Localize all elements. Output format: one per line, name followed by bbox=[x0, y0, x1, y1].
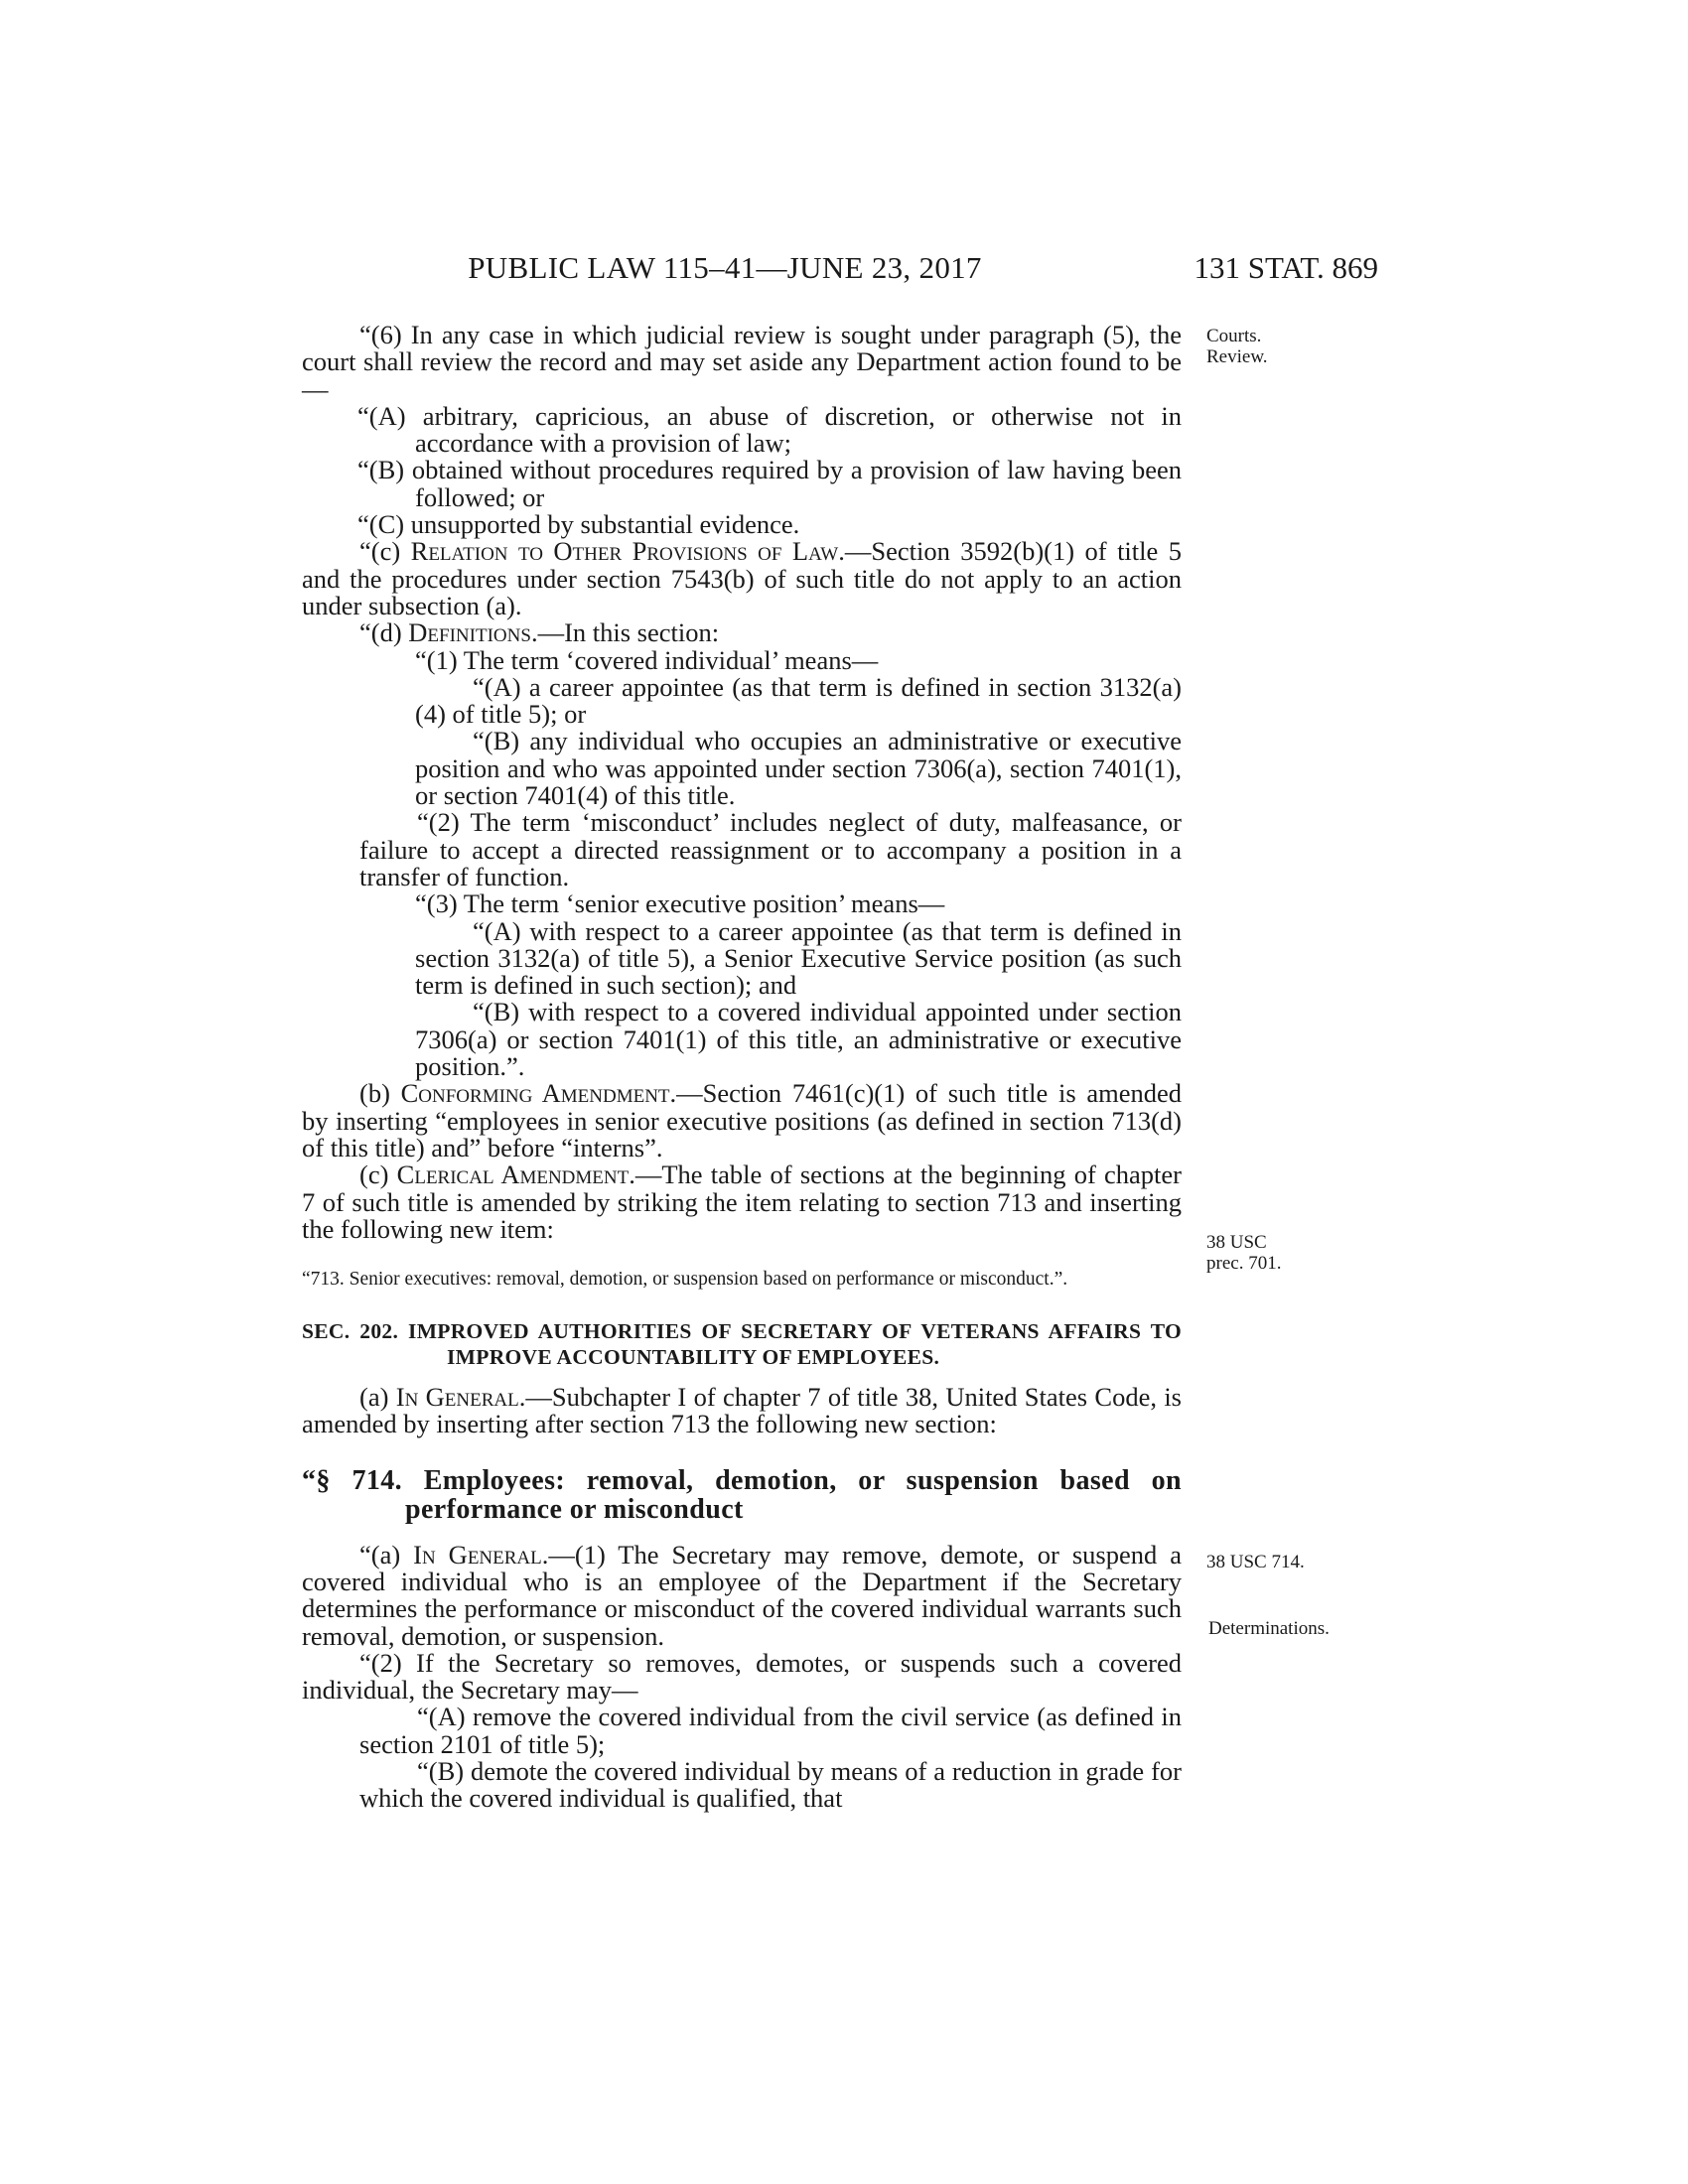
section-714-a-2-B: “(B) demote the covered individual by means of a reduction in grade for which the covered individual is qualified, that bbox=[359, 1756, 1182, 1814]
definition-1: “(1) The term ‘covered individual’ means— bbox=[415, 644, 879, 675]
subsection-c-heading: Relation to Other Provisions of Law bbox=[410, 536, 839, 567]
subsection-a-body: .—Subchapter I of chapter 7 of title 38, United States Code, is amended by inserting after section 713 the following new section: bbox=[302, 1382, 1182, 1439]
subsection-a-in-general bbox=[302, 1384, 1182, 1438]
subsection-c-body: .—Section 3592(b)(1) of title 5 and the procedures under section 7543(b) of such title do not apply to an action under subsection (a). bbox=[302, 536, 1182, 620]
subsection-b-conforming bbox=[302, 1080, 1182, 1161]
margin-note-usc: 38 USC bbox=[1206, 1232, 1267, 1253]
subsection-b-lead: (b) bbox=[359, 1078, 401, 1109]
subsection-c-lead: “(c) bbox=[359, 536, 411, 567]
section-202-heading bbox=[302, 1318, 1182, 1370]
margin-note-usc-prec bbox=[1206, 1232, 1281, 1274]
subsection-b-heading: Conforming Amendment bbox=[400, 1078, 670, 1109]
paragraph-6b: “(B) obtained without procedures required by a provision of law having been followed; or bbox=[357, 455, 1182, 512]
subsection-a-lead: (a) bbox=[359, 1382, 396, 1413]
definition-3a: “(A) with respect to a career appointee (as that term is defined in section 3132(a) of title 5), a Senior Executive Service position (as such term is defined in such section); and bbox=[415, 915, 1182, 1001]
table-of-sections-item: “713. Senior executives: removal, demotion, or suspension based on performance or misconduct.”. bbox=[302, 1269, 1068, 1291]
subsection-cc-body: .—The table of sections at the beginning of chapter 7 of such title is amended by striking the item relating to section 713 and inserting the following new item: bbox=[302, 1160, 1182, 1244]
section-714-a-body: .—(1) The Secretary may remove, demote, or suspend a covered individual who is an employee of the Department if the Secretary determines the performance or misconduct of the covered individual warrants such removal, demotion, or suspension. bbox=[302, 1539, 1182, 1651]
subsection-c-clerical bbox=[302, 1161, 1182, 1243]
definition-1a: “(A) a career appointee (as that term is defined in section 3132(a)(4) of title 5); or bbox=[415, 671, 1182, 730]
section-714-a-lead: “(a) bbox=[359, 1539, 414, 1570]
statute-page-reference: 131 STAT. 869 bbox=[1194, 250, 1378, 285]
paragraph-6c: “(C) unsupported by substantial evidence. bbox=[357, 509, 800, 540]
subsection-a-heading: In General bbox=[395, 1382, 519, 1413]
section-714-a-heading: In General bbox=[413, 1539, 542, 1570]
paragraph-6: “(6) In any case in which judicial review is sought under paragraph (5), the court shall review the record and may set aside any Department action found to be— bbox=[302, 320, 1182, 404]
section-202-number: SEC. 202. bbox=[302, 1319, 409, 1344]
definition-3b: “(B) with respect to a covered individual appointed under section 7306(a) or section 7401(1) of this title, an administrative or executive position.”. bbox=[415, 997, 1182, 1082]
subsection-b-body: .—Section 7461(c)(1) of such title is amended by inserting “employees in senior executive positions (as defined in section 713(d) of this title) and” before “interns”. bbox=[302, 1078, 1183, 1162]
subsection-d-body: .—In this section: bbox=[530, 617, 720, 648]
section-714-subsection-a bbox=[302, 1539, 1182, 1651]
margin-note-review: Review. bbox=[1206, 346, 1268, 367]
section-202-title: IMPROVED AUTHORITIES OF SECRETARY OF VETERANS AFFAIRS TO IMPROVE ACCOUNTABILITY OF EMPLOYEES. bbox=[408, 1319, 1182, 1370]
section-714-a-2: “(2) If the Secretary so removes, demotes, or suspends such a covered individual, the Secretary may— bbox=[302, 1647, 1182, 1706]
section-714-a-2-A: “(A) remove the covered individual from the civil service (as defined in section 2101 of title 5); bbox=[359, 1702, 1182, 1759]
document-body bbox=[302, 322, 1182, 1813]
definition-3: “(3) The term ‘senior executive position’ means— bbox=[415, 888, 945, 919]
margin-note-courts: Courts. bbox=[1206, 326, 1262, 346]
subsection-cc-heading: Clerical Amendment bbox=[396, 1160, 630, 1190]
section-714-heading: “§ 714. Employees: removal, demotion, or suspension based on performance or misconduct bbox=[302, 1464, 1182, 1525]
margin-note-usc-714: 38 USC 714. bbox=[1206, 1552, 1305, 1572]
definition-2: “(2) The term ‘misconduct’ includes neglect of duty, malfeasance, or failure to accept a directed reassignment or to accompany a position in a transfer of function. bbox=[359, 807, 1182, 891]
running-header-title: PUBLIC LAW 115–41—JUNE 23, 2017 bbox=[468, 250, 982, 285]
subsection-d-heading: Definitions bbox=[408, 617, 531, 648]
subsection-c-relation bbox=[302, 538, 1182, 619]
margin-note-courts-review bbox=[1206, 326, 1268, 367]
margin-note-prec: prec. 701. bbox=[1206, 1253, 1282, 1274]
subsection-d-lead: “(d) bbox=[359, 617, 409, 648]
subsection-cc-lead: (c) bbox=[359, 1160, 397, 1190]
paragraph-6a: “(A) arbitrary, capricious, an abuse of discretion, or otherwise not in accordance with a provision of law; bbox=[357, 400, 1182, 459]
margin-note-determinations: Determinations. bbox=[1208, 1618, 1330, 1639]
subsection-d-definitions bbox=[302, 619, 1182, 646]
definition-1b: “(B) any individual who occupies an administrative or executive position and who was appointed under section 7306(a), section 7401(1), or section 7401(4) of this title. bbox=[415, 726, 1182, 811]
